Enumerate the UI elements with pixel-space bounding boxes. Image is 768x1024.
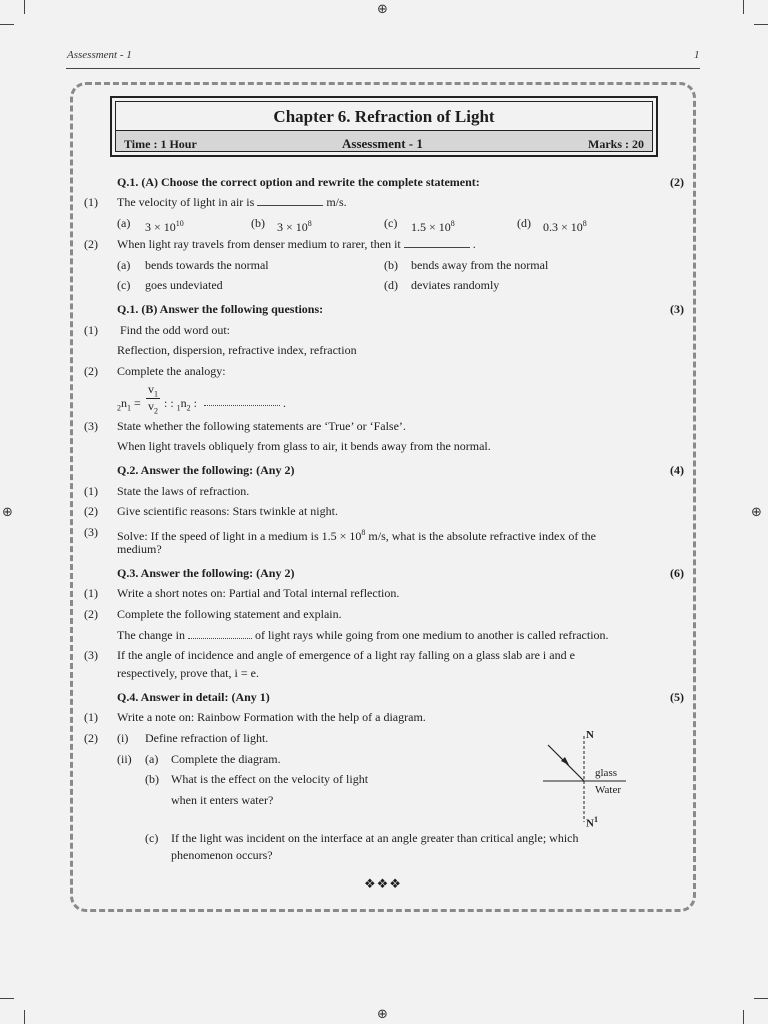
option-label: (a) <box>117 258 131 272</box>
q1a-marks: (2) <box>670 175 684 189</box>
question-text-continued: phenomenon occurs? <box>171 848 273 862</box>
option-d: deviates randomly <box>411 278 500 292</box>
option-c <box>411 216 455 235</box>
crop-mark <box>754 998 768 999</box>
question-number: (1) <box>84 586 98 600</box>
question-text-continued: medium? <box>117 542 162 556</box>
question-number: (2) <box>84 731 98 745</box>
end-ornament-icon: ❖❖❖ <box>364 877 402 892</box>
option-exponent: 8 <box>450 219 455 228</box>
option-value: 3 × 10 <box>145 220 176 234</box>
page-number: 1 <box>694 49 700 61</box>
formula-denominator: $v_2$ <box>148 399 158 416</box>
marks-label: Marks : 20 <box>588 137 644 151</box>
arrowhead-icon <box>561 757 569 765</box>
question-text: If the angle of incidence and angle of emergence of a light ray falling on a glass slab are i and e <box>117 648 575 662</box>
diagram-label-n1-base: N <box>586 817 594 830</box>
question-text: Complete the analogy: <box>117 364 226 378</box>
option-a <box>145 216 184 235</box>
sub-label: (a) <box>145 752 159 766</box>
question-text: State the laws of refraction. <box>117 484 250 498</box>
question-text-part: m/s. <box>326 195 347 209</box>
option-exponent: 8 <box>307 219 312 228</box>
option-label: (d) <box>517 216 531 230</box>
q1b-marks: (3) <box>670 302 684 316</box>
diagram-label-n1 <box>586 812 598 832</box>
q1a-heading: Q.1. (A) Choose the correct option and rewrite the complete statement: <box>117 175 480 189</box>
crop-mark <box>24 0 25 14</box>
formula-numerator: $v_1$ <box>148 382 158 399</box>
crop-mark <box>754 24 768 25</box>
crop-mark <box>743 0 744 14</box>
question-number: (3) <box>84 648 98 662</box>
statement-text <box>117 628 609 643</box>
option-value: 3 × 10 <box>277 220 308 234</box>
option-exponent: 10 <box>175 219 184 228</box>
fill-blank <box>404 238 470 248</box>
formula-symbol: . <box>283 396 286 410</box>
q3-marks: (6) <box>670 566 684 580</box>
question-text: Complete the diagram. <box>171 752 281 766</box>
option-b: bends away from the normal <box>411 258 549 272</box>
title-box-inner <box>115 101 653 152</box>
fill-blank <box>204 396 280 406</box>
crop-mark <box>0 24 14 25</box>
q1b-heading: Q.1. (B) Answer the following questions: <box>117 302 324 316</box>
crop-mark <box>24 1010 25 1024</box>
statement-part: of light rays while going from one medium to another is called refraction. <box>254 628 609 642</box>
option-label: (b) <box>384 258 398 272</box>
sub-label: (i) <box>117 731 129 745</box>
analogy-formula <box>117 382 317 414</box>
fill-blank <box>188 629 252 639</box>
question-text-continued: when it enters water? <box>171 793 274 807</box>
question-text-part: When light ray travels from denser medium to rarer, then it <box>117 237 401 251</box>
diagram-label-n1-sup: 1 <box>593 815 598 824</box>
question-number: (2) <box>84 607 98 621</box>
question-text-part: m/s, what is the absolute refractive index of the <box>365 529 597 543</box>
diagram-label-water: Water <box>595 784 621 796</box>
option-b <box>277 216 312 235</box>
question-text: Write a short notes on: Partial and Total internal reflection. <box>117 586 400 600</box>
exponent: 8 <box>361 528 366 537</box>
question-text <box>117 195 347 210</box>
sub-label: (ii) <box>117 752 132 766</box>
question-text: Give scientific reasons: Stars twinkle at night. <box>117 504 338 518</box>
sub-label: (b) <box>145 772 159 786</box>
question-text <box>117 237 476 252</box>
option-value: 1.5 × 10 <box>411 220 451 234</box>
option-label: (b) <box>251 216 265 230</box>
q2-marks: (4) <box>670 463 684 477</box>
registration-mark-right: ⊕ <box>751 505 762 520</box>
fill-blank <box>257 196 323 206</box>
odd-word-list: Reflection, dispersion, refractive index, refraction <box>117 343 357 357</box>
registration-mark-bottom: ⊕ <box>377 1007 388 1022</box>
time-label: Time : 1 Hour <box>124 137 197 151</box>
question-number: (2) <box>84 237 98 251</box>
question-number: (1) <box>84 710 98 724</box>
statement-part: The change in <box>117 628 185 642</box>
title-box <box>110 96 658 157</box>
diagram-label-glass: glass <box>595 767 617 779</box>
statement-text: When light travels obliquely from glass to air, it bends away from the normal. <box>117 439 491 453</box>
question-text: Find the odd word out: <box>120 323 230 337</box>
question-number: (3) <box>84 525 98 539</box>
sub-label: (c) <box>145 831 159 845</box>
q4-marks: (5) <box>670 690 684 704</box>
registration-mark-top: ⊕ <box>377 2 388 17</box>
question-text-part: Solve: If the speed of light in a medium is 1.5 × 10 <box>117 529 362 543</box>
question-text: What is the effect on the velocity of light <box>171 772 369 786</box>
question-text-part: . <box>472 237 476 251</box>
question-text: If the light was incident on the interface at an angle greater than critical angle; which <box>171 831 579 845</box>
crop-mark <box>0 998 14 999</box>
question-number: (1) <box>84 195 98 209</box>
header-rule <box>66 68 700 69</box>
option-label: (c) <box>384 216 398 230</box>
chapter-title: Chapter 6. Refraction of Light <box>273 107 495 126</box>
q3-heading: Q.3. Answer the following: (Any 2) <box>117 566 295 580</box>
option-label: (c) <box>117 278 131 292</box>
crop-mark <box>743 1010 744 1024</box>
question-number: (2) <box>84 504 98 518</box>
assessment-label: Assessment - 1 <box>342 136 423 151</box>
q4-heading: Q.4. Answer in detail: (Any 1) <box>117 690 270 704</box>
question-text: Write a note on: Rainbow Formation with the help of a diagram. <box>117 710 426 724</box>
option-value: 0.3 × 10 <box>543 220 583 234</box>
question-text: State whether the following statements are ‘True’ or ‘False’. <box>117 419 406 433</box>
question-number: (3) <box>84 419 98 433</box>
option-a: bends towards the normal <box>145 258 269 272</box>
question-text-continued: respectively, prove that, i = e. <box>117 666 259 680</box>
question-text: Complete the following statement and explain. <box>117 607 342 621</box>
registration-mark-left: ⊕ <box>2 505 13 520</box>
question-text-part: The velocity of light in air is <box>117 195 255 209</box>
option-c: goes undeviated <box>145 278 223 292</box>
q2-heading: Q.2. Answer the following: (Any 2) <box>117 463 295 477</box>
question-number: (2) <box>84 364 98 378</box>
question-text: Define refraction of light. <box>145 731 269 745</box>
option-d <box>543 216 587 235</box>
option-label: (d) <box>384 278 398 292</box>
question-number: (1) <box>84 323 98 337</box>
option-exponent: 8 <box>582 219 587 228</box>
question-number: (1) <box>84 484 98 498</box>
running-header: Assessment - 1 <box>67 49 132 61</box>
option-label: (a) <box>117 216 131 230</box>
formula-symbol: : : $_1n_2$ : <box>164 396 198 413</box>
diagram-label-n: N <box>586 729 594 741</box>
formula-symbol: $_2n_1$ = <box>117 396 141 413</box>
question-text <box>117 525 596 544</box>
title-subbar <box>116 130 652 151</box>
